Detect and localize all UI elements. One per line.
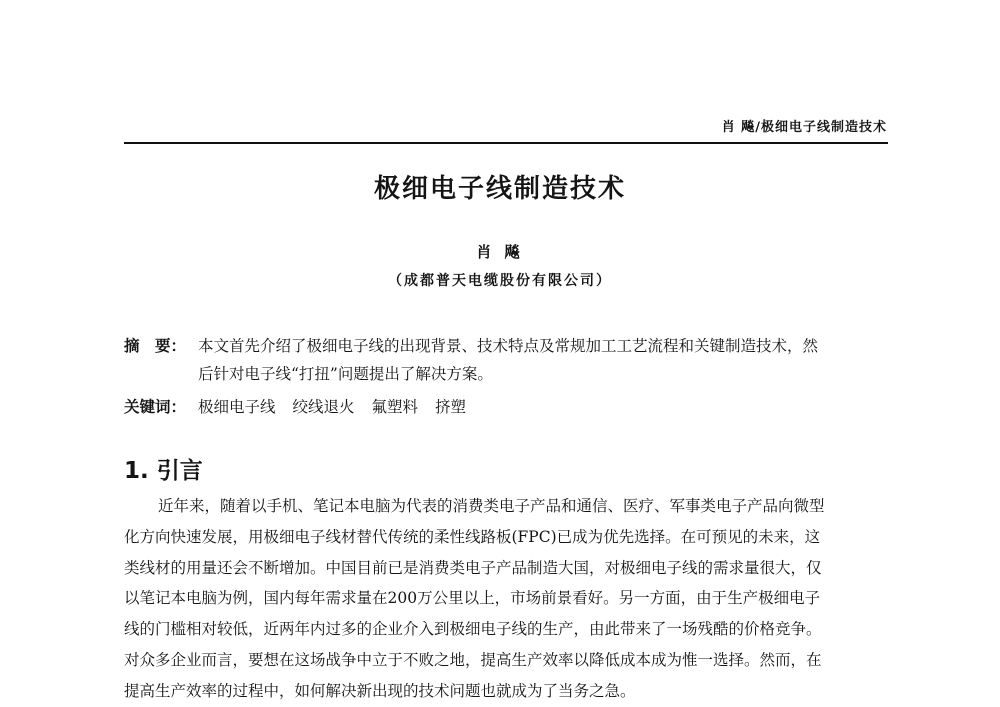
abstract-text	[198, 332, 888, 388]
body-line: 线的门槛相对较低，近两年内过多的企业介入到极细电子线的生产，由此带来了一场残酷的价格竞争。	[124, 620, 822, 639]
abstract-line: 本文首先介绍了极细电子线的出现背景、技术特点及常规加工工艺流程和关键制造技术，然	[198, 337, 819, 355]
body-line: 对众多企业而言，要想在这场战争中立于不败之地，提高生产效率以降低成本成为惟一选择。然而，在	[124, 650, 822, 669]
body-line: 以笔记本电脑为例，国内每年需求量在200万公里以上，市场前景看好。另一方面，由于生产极细电子	[124, 589, 821, 608]
abstract-line: 后针对电子线“打扭”问题提出了解决方案。	[198, 365, 493, 383]
keyword: 绞线退火	[292, 398, 355, 416]
author-affiliation: （成都普天电缆股份有限公司）	[388, 273, 612, 289]
header-rule	[124, 142, 888, 144]
body-line: 化方向快速发展，用极细电子线材替代传统的柔性线路板(FPC)已成为优先选择。在可预见的未来，这	[124, 527, 821, 546]
body-line: 类线材的用量还会不断增加。中国目前已是消费类电子产品制造大国，对极细电子线的需求量很大，仅	[124, 558, 822, 577]
section-heading-introduction: 1. 引言	[124, 458, 203, 484]
keyword: 挤塑	[435, 398, 467, 416]
body-line: 近年来，随着以手机、笔记本电脑为代表的消费类电子产品和通信、医疗、军事类电子产品向微型	[158, 497, 825, 515]
abstract-label: 摘 要：	[124, 336, 187, 355]
running-header: 肖 飚/极细电子线制造技术	[721, 120, 887, 135]
keywords-row	[124, 393, 483, 421]
keywords-label: 关键词：	[124, 397, 187, 416]
introduction-body	[124, 491, 888, 707]
body-line: 提高生产效率的过程中，如何解决新出现的技术问题也就成为了当务之急。	[124, 681, 636, 700]
keyword: 极细电子线	[198, 398, 276, 416]
keyword: 氟塑料	[371, 398, 419, 416]
author-name: 肖 飚	[476, 243, 524, 261]
paper-title: 极细电子线制造技术	[373, 174, 626, 204]
